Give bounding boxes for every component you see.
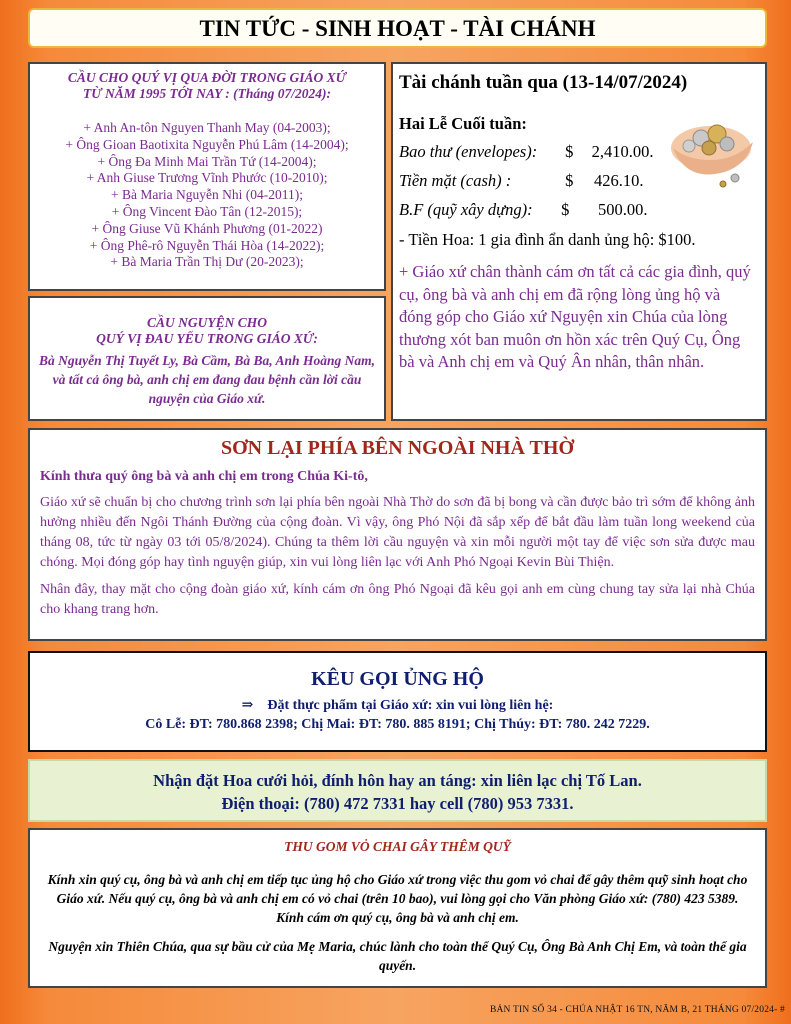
list-item: + Anh An-tôn Nguyen Thanh May (04-2003);	[83, 120, 331, 135]
bottle-collection-paragraph: Kính xin quý cụ, ông bà và anh chị em tiếp tục ủng hộ cho Giáo xứ trong việc thu gom vỏ chai để gây thêm quỹ sinh hoạt cho Giáo xứ. Nếu quý cụ, ông bà và anh chị em có vỏ chai (trên 10 bao), vui lòng gọi cho Văn phòng Giáo xứ: (780) 423 5389. Kính cám ơn quý cụ, ông bà và anh chị em.	[47, 872, 748, 925]
sick-heading-line2: QUÝ VỊ ĐAU YẾU TRONG GIÁO XỨ:	[96, 331, 318, 346]
finance-box	[391, 62, 767, 421]
bottle-collection-title: THU GOM VỎ CHAI GÂY THÊM QUỸ	[284, 839, 511, 854]
painting-paragraph-1: Giáo xứ sẽ chuẩn bị cho chương trình sơn lại phía bên ngoài Nhà Thờ do sơn đã bị bong và cần được bảo trì sớm để không ảnh hưởng nhiều đến Ngôi Thánh Đường của cộng đoàn. Vì vậy, ông Phó Nội đã sắp xếp để bắt đầu làm tuần long weekend của tháng 08, tức từ ngày 03 tới 05/8/2024). Chúng ta thêm lời cầu nguyện và xin mỗi người một tay để việc sơn sửa được mau chóng. Mọi đóng góp hay tình nguyện giúp, xin vui lòng liên lạc với Anh Phó Ngoại Kevin Bùi Thiện.	[40, 495, 755, 570]
finance-row-currency: $	[565, 142, 574, 161]
painting-paragraph-2: Nhân đây, thay mặt cho cộng đoàn giáo xứ, kính cám ơn ông Phó Ngoại đã kêu gọi anh em cùng chung tay sửa lại nhà Chúa cho khang trang hơn.	[40, 582, 755, 617]
sick-prayer-box	[28, 296, 386, 421]
flower-donation-note: - Tiền Hoa: 1 gia đình ẩn danh ủng hộ: $100.	[399, 230, 696, 249]
list-item: + Anh Giuse Trương Vĩnh Phước (10-2010);	[86, 170, 328, 186]
page-title: TIN TỨC - SINH HOẠT - TÀI CHÁNH	[199, 16, 596, 41]
finance-title: Tài chánh tuần qua (13-14/07/2024)	[399, 72, 688, 93]
list-item: + Ông Đa Minh Mai Trần Tứ (14-2004);	[97, 153, 317, 169]
support-food-order-text: Đặt thực phẩm tại Giáo xứ: xin vui lòng liên hệ:	[267, 698, 554, 713]
finance-row-amount: 426.10.	[594, 171, 644, 190]
coins-in-hands-image	[665, 108, 757, 188]
flower-order-phone: Điện thoại: (780) 472 7331 hay cell (780) 953 7331.	[221, 794, 574, 813]
list-item: + Ông Phê-rô Nguyễn Thái Hòa (14-2022);	[89, 237, 325, 253]
painting-greeting: Kính thưa quý ông bà và anh chị em trong Chúa Ki-tô,	[40, 469, 368, 484]
bottle-collection-box	[28, 828, 767, 988]
sick-heading	[38, 315, 376, 347]
finance-row-currency: $	[565, 171, 574, 190]
finance-subtitle: Hai Lễ Cuối tuần:	[399, 114, 527, 133]
finance-row	[399, 199, 757, 221]
deceased-heading-line2: TỪ NĂM 1995 TỚI NAY : (Tháng 07/2024):	[82, 86, 332, 101]
finance-row-amount: 2,410.00.	[591, 142, 654, 161]
finance-row-label: B.F (quỹ xây dựng):	[399, 200, 533, 219]
flower-order-box	[28, 759, 767, 822]
finance-row-currency: $	[561, 200, 570, 219]
painting-title: SƠN LẠI PHÍA BÊN NGOÀI NHÀ THỜ	[220, 437, 575, 459]
deceased-prayer-box	[28, 62, 386, 291]
support-title: KÊU GỌI ỦNG HỘ	[311, 668, 484, 690]
flower-order-line1: Nhận đặt Hoa cưới hỏi, đính hôn hay an táng: xin liên lạc chị Tố Lan.	[153, 771, 642, 790]
list-item: + Ông Vincent Đào Tân (12-2015);	[111, 203, 303, 219]
blessing-paragraph: Nguyện xin Thiên Chúa, qua sự bầu cử của Mẹ Maria, chúc lành cho toàn thể Quý Cụ, Ông Bà Anh Chị Em, và toàn thể gia quyến.	[48, 939, 747, 973]
finance-row-label: Bao thư (envelopes):	[399, 142, 538, 161]
finance-row-amount: 500.00.	[598, 200, 648, 219]
deceased-heading-line1: CẦU CHO QUÝ VỊ QUA ĐỜI TRONG GIÁO XỨ	[67, 70, 347, 85]
support-call-box	[28, 651, 767, 752]
support-food-order-line	[30, 697, 765, 715]
page-header	[28, 8, 767, 48]
arrow-right-icon: ⇒	[241, 698, 254, 713]
list-item: + Bà Maria Nguyễn Nhi (04-2011);	[111, 187, 303, 203]
finance-row-label: Tiền mặt (cash) :	[399, 171, 512, 190]
finance-thanks: + Giáo xứ chân thành cám ơn tất cả các gia đình, quý cụ, ông bà và anh chị em đã rộng lòng ủng hộ và đóng góp cho Giáo xứ Nguyện xin Chúa của lòng thương xót ban muôn ơn hồn xác trên Quý Cụ, Ông bà và Anh chị em và Quý Ân nhân, thân nhân.	[399, 262, 751, 371]
list-item: + Ông Gioan Baotixita Nguyễn Phú Lâm (14-2004);	[65, 136, 349, 152]
deceased-names-list	[36, 120, 378, 271]
sick-heading-line1: CẦU NGUYỆN CHO	[146, 315, 267, 330]
page-footer: BẢN TIN SỐ 34 - CHÚA NHẬT 16 TN, NĂM B, 21 THÁNG 07/2024- #	[489, 1005, 785, 1015]
deceased-heading	[36, 70, 378, 102]
support-contacts: Cô Lễ: ĐT: 780.868 2398; Chị Mai: ĐT: 780. 885 8191; Chị Thúy: ĐT: 780. 242 7229.	[145, 717, 650, 732]
church-painting-box	[28, 428, 767, 641]
sick-names: Bà Nguyễn Thị Tuyết Ly, Bà Cầm, Bà Ba, Anh Hoàng Nam, và tất cả ông bà, anh chị em đang đau bệnh cần lời cầu nguyện của Giáo xứ.	[39, 353, 375, 406]
list-item: + Ông Giuse Vũ Khánh Phương (01-2022)	[91, 220, 323, 236]
list-item: + Bà Maria Trần Thị Dư (20-2023);	[110, 254, 304, 270]
